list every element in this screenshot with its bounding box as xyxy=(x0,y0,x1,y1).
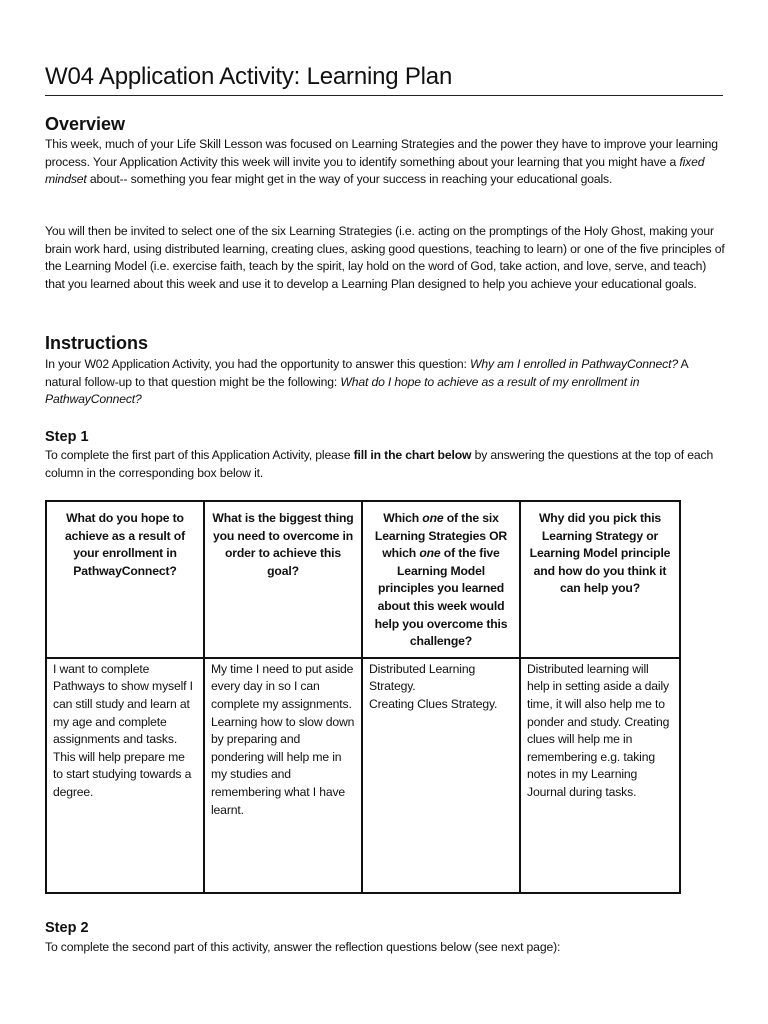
chart-header-reason: Why did you pick this Learning Strategy or Learning Model principle and how do you think it can help you? xyxy=(520,501,680,658)
chart-answer-reason[interactable]: Distributed learning will help in setting aside a daily time, it will also help me to ponder and study. Creating clues will help me in remembering e.g. taking notes in my Learning Journal during tasks. xyxy=(520,658,680,893)
header-strategy-one-2: one xyxy=(419,546,441,561)
chart-header-strategy xyxy=(362,501,520,658)
instructions-question-2: What do I hope to achieve as a result of my enrollment in PathwayConnect? xyxy=(45,374,640,407)
overview-p1-text-a: This week, much of your Life Skill Lesson was focused on Learning Strategies and the power they have to improve your learning process. Your Application Activity this week will invite you to identify something about your learning that you might have a xyxy=(45,137,718,169)
chart-answer-row xyxy=(46,658,680,893)
chart-header-goal: What do you hope to achieve as a result of your enrollment in PathwayConnect? xyxy=(46,501,204,658)
instructions-text-b: A natural follow-up to that question might be the following: xyxy=(45,357,688,389)
chart-header-obstacle: What is the biggest thing you need to overcome in order to achieve this goal? xyxy=(204,501,362,658)
instructions-question-1: Why am I enrolled in PathwayConnect? xyxy=(469,357,678,371)
header-strategy-one-1: one xyxy=(422,511,444,525)
strategy-line-1: Distributed Learning Strategy. xyxy=(369,661,476,694)
instructions-heading: Instructions xyxy=(45,333,149,353)
overview-paragraph-1 xyxy=(45,136,725,189)
chart-answer-strategy[interactable] xyxy=(362,658,520,893)
document-title: W04 Application Activity: Learning Plan xyxy=(45,63,453,90)
overview-paragraph-2: You will then be invited to select one of the six Learning Strategies (i.e. acting on the promptings of the Holy Ghost, making your brain work hard, using distributed learning, creating clues, asking good questions, teaching to learn) or one of the five principles of the Learning Model (i.e. exercise faith, teach by the spirit, lay hold on the word of God, take action, and love, serve, and teach) that you learned about this week and use it to develop a Learning Plan designed to help you achieve your educational goals. xyxy=(45,224,725,291)
step1-text-a: To complete the first part of this Application Activity, please xyxy=(45,448,354,462)
instructions-paragraph xyxy=(45,356,725,409)
chart-answer-goal[interactable]: I want to complete Pathways to show myself I can still study and learn at my age and complete assignments and tasks. This will help prepare me to start studying towards a degree. xyxy=(46,658,204,893)
overview-heading: Overview xyxy=(45,114,126,134)
learning-plan-chart xyxy=(45,500,681,894)
step2-heading: Step 2 xyxy=(45,920,89,936)
header-strategy-text-b: of the six Learning Strategies OR which xyxy=(374,511,508,561)
title-divider xyxy=(45,95,723,96)
header-strategy-text-c: of the five Learning Model principles you learned about this week would help you overcome this challenge? xyxy=(374,546,508,649)
step1-paragraph xyxy=(45,447,725,482)
step2-paragraph: To complete the second part of this activity, answer the reflection questions below (see next page): xyxy=(45,940,561,954)
step1-heading: Step 1 xyxy=(45,429,89,445)
overview-p1-text-b: about-- something you fear might get in the way of your success in reaching your educational goals. xyxy=(86,172,613,187)
overview-p1-fixed-mindset: fixed mindset xyxy=(45,154,705,187)
strategy-line-2: Creating Clues Strategy. xyxy=(369,696,498,711)
step1-text-b: by answering the questions at the top of each column in the corresponding box below it. xyxy=(45,448,714,480)
step1-fill-chart: fill in the chart below xyxy=(353,448,472,462)
header-strategy-text-a: Which xyxy=(383,511,423,525)
chart-answer-obstacle[interactable]: My time I need to put aside every day in so I can complete my assignments. Learning how to slow down by preparing and pondering will help me in my studies and remembering what I have learnt. xyxy=(204,658,362,893)
chart-header-row xyxy=(46,501,680,658)
instructions-text-a: In your W02 Application Activity, you had the opportunity to answer this question: xyxy=(45,357,470,371)
